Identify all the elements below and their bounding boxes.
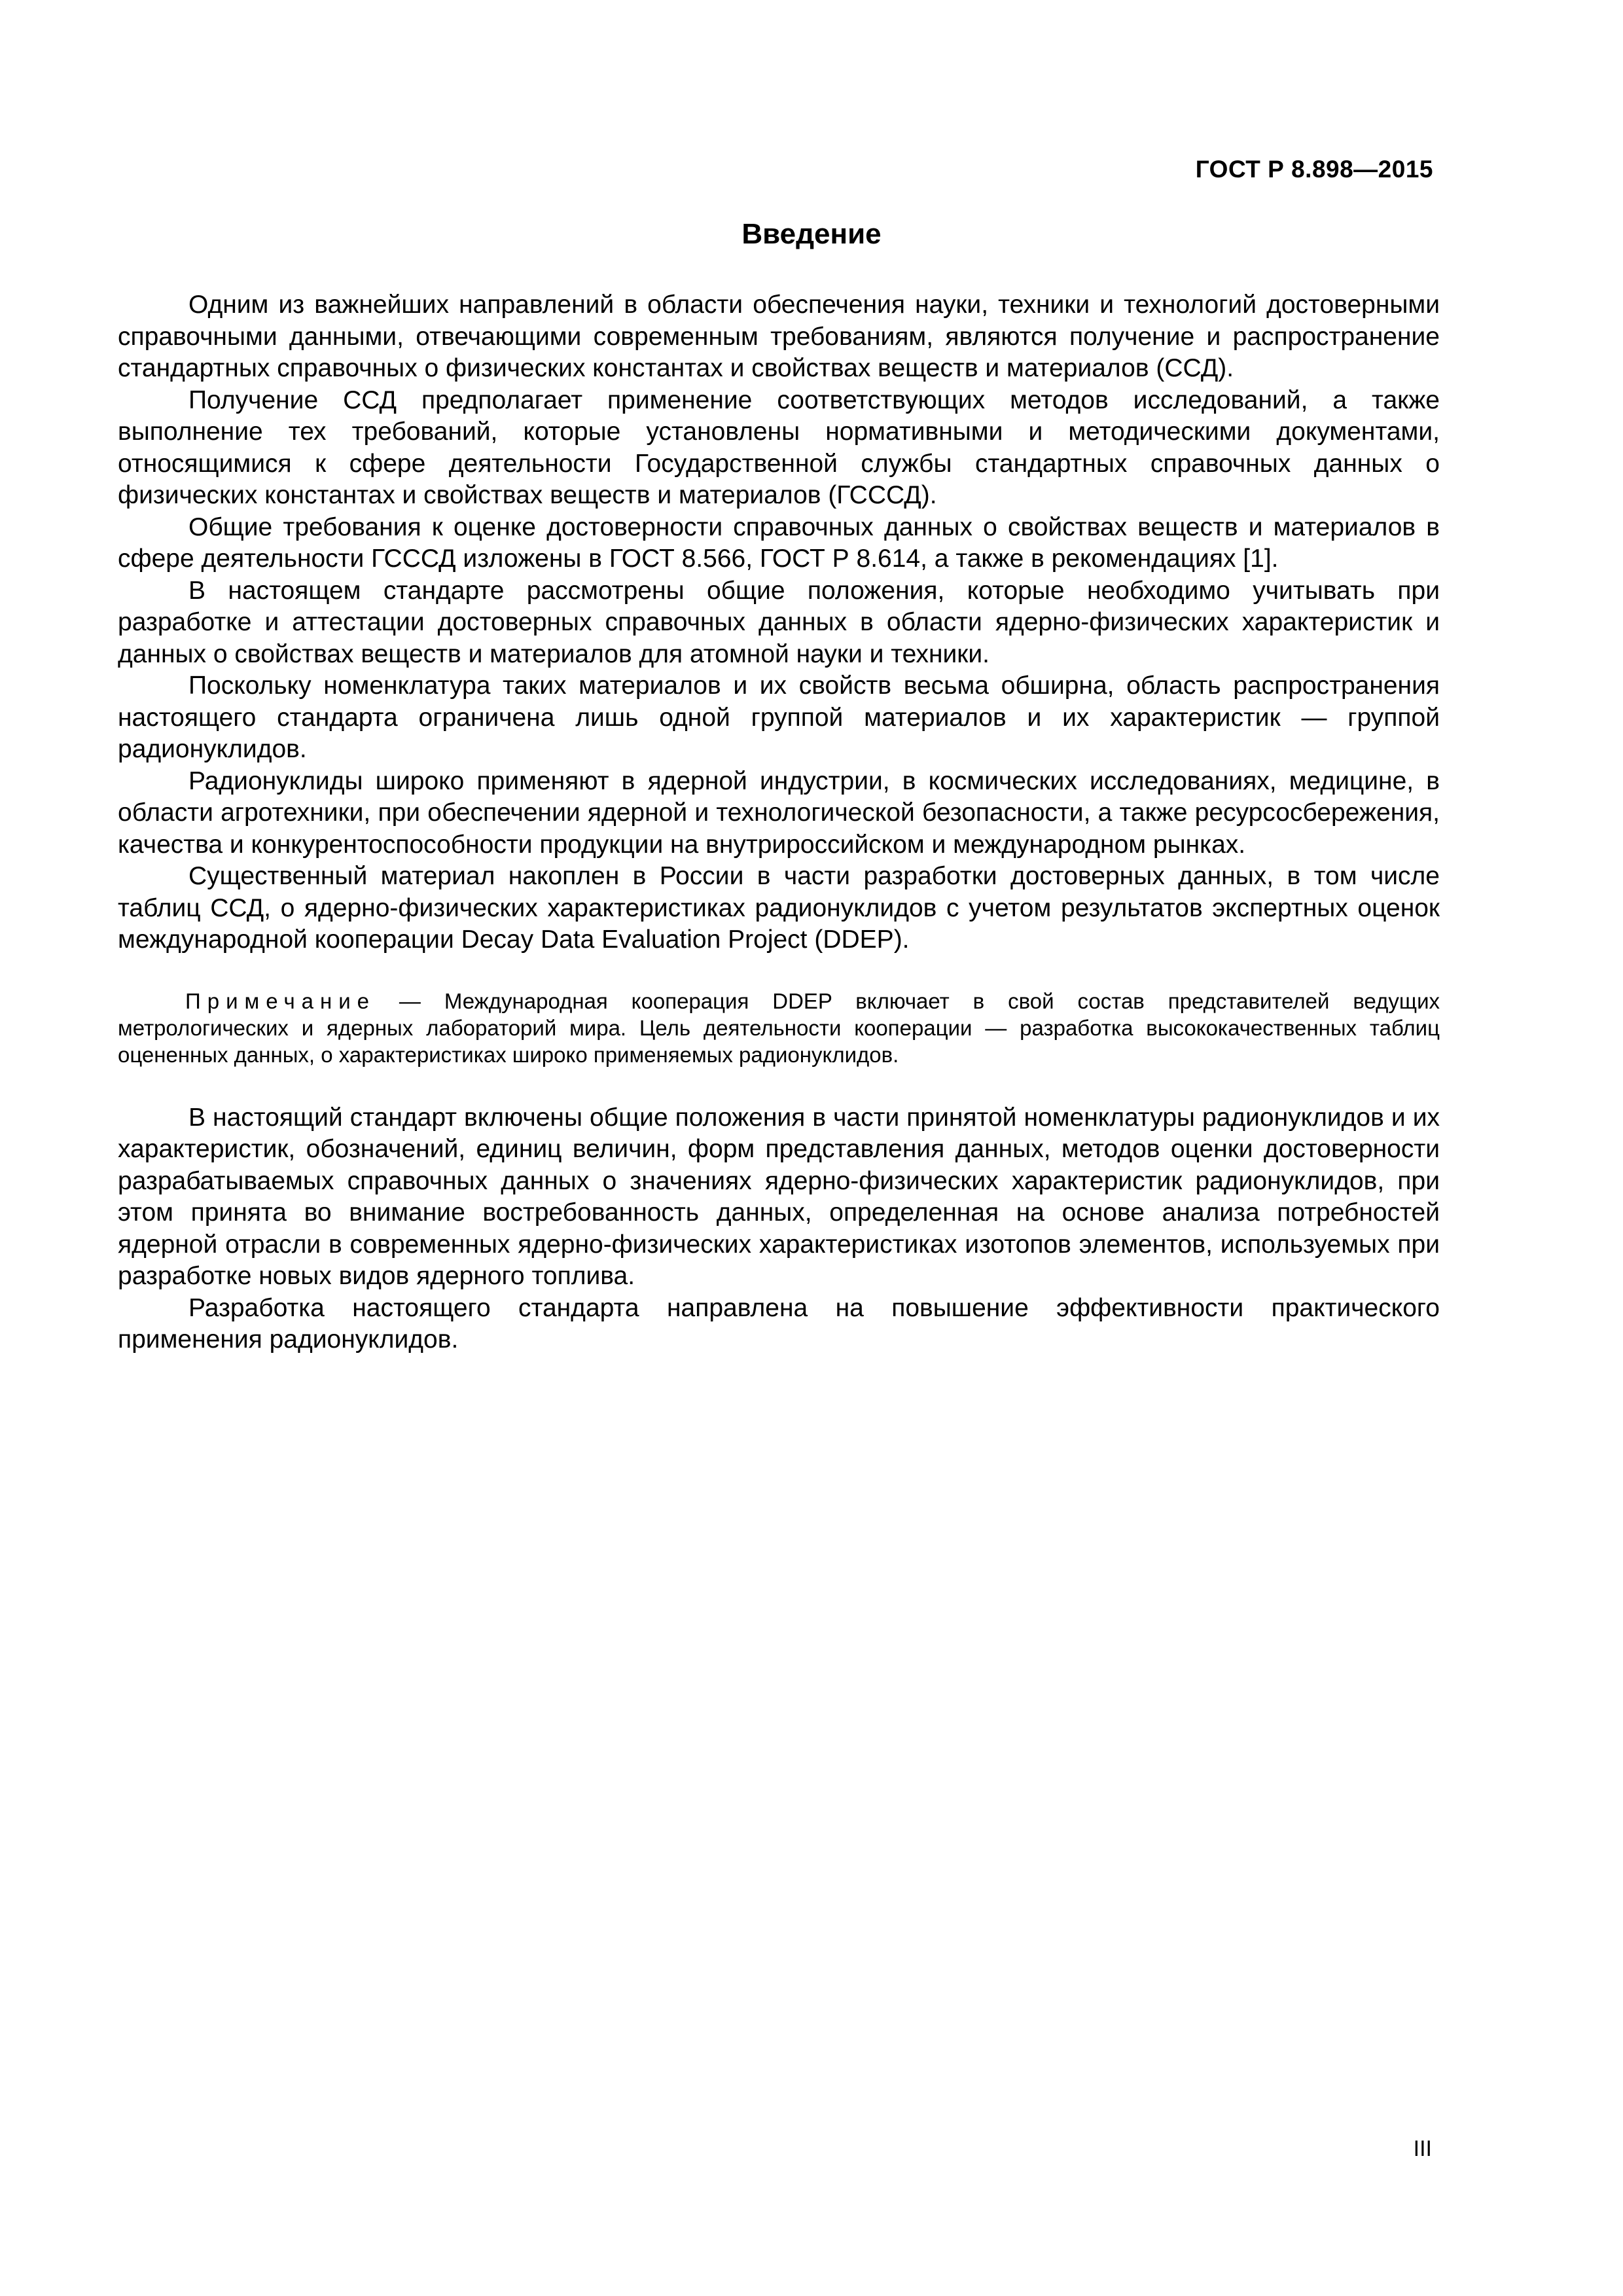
paragraph: Одним из важнейших направлений в области обеспечения науки, техники и технологий достоверными справочными данными, отвечающими современным требованиям, являются получение и распространение стандартных справочных о физических константах и свойствах веществ и материалов (ССД). <box>118 291 1440 382</box>
paragraph: В настоящем стандарте рассмотрены общие положения, которые необходимо учитывать при разработке и аттестации достоверных справочных данных в области ядерно-физических характеристик и данных о свойствах веществ и материалов для атомной науки и техники. <box>118 576 1440 668</box>
paragraph: В настоящий стандарт включены общие положения в части принятой номенклатуры радионуклидов и их характеристик, обозначений, единиц величин, форм представления данных, методов оценки достоверности разрабатываемых справочных данных о значениях ядерно-физических характеристик радионуклидов, при этом принята во внимание востребованность данных, определенная на основе анализа потребностей ядерной отрасли в современных ядерно-физических характеристиках изотопов элементов, используемых при разработке новых видов ядерного топлива. <box>118 1103 1440 1290</box>
document-code-header: ГОСТ Р 8.898—2015 <box>1195 156 1433 183</box>
document-body <box>118 289 1440 1356</box>
paragraph: Получение ССД предполагает применение соответствующих методов исследований, а также выполнение тех требований, которые установлены нормативными и методическими документами, относящимися к сфере деятельности Государственной службы стандартных справочных данных о физических константах и свойствах веществ и материалов (ГСССД). <box>118 386 1440 509</box>
paragraph: Разработка настоящего стандарта направлена на повышение эффективности практического применения радионуклидов. <box>118 1293 1440 1354</box>
note-block <box>118 988 1440 1068</box>
paragraph: Радионуклиды широко применяют в ядерной индустрии, в космических исследованиях, медицине, в области агротехники, при обеспечении ядерной и технологической безопасности, а также ресурсосбережения, качества и конкурентоспособности продукции на внутрироссийском и международном рынках. <box>118 766 1440 859</box>
note-text: — Международная кооперация DDEP включает в свой состав представителей ведущих метрологических и ядерных лабораторий мира. Цель деятельности кооперации — разработка высококачественных таблиц оцененных данных, о характеристиках широко применяемых радионуклидов. <box>118 988 1440 1067</box>
paragraph: Поскольку номенклатура таких материалов и их свойств весьма обширна, область распространения настоящего стандарта ограничена лишь одной группой материалов и их характеристик — группой радионуклидов. <box>118 672 1440 763</box>
section-title: Введение <box>741 218 882 250</box>
note-label: Примечание <box>185 988 376 1013</box>
paragraph: Общие требования к оценке достоверности справочных данных о свойствах веществ и материалов в сфере деятельности ГСССД изложены в ГОСТ 8.566, ГОСТ Р 8.614, а также в рекомендациях [1]. <box>118 512 1440 573</box>
paragraph: Существенный материал накоплен в России в части разработки достоверных данных, в том числе таблиц ССД, о ядерно-физических характеристиках радионуклидов с учетом результатов экспертных оценок международной кооперации Decay Data Evaluation Project (DDEP). <box>118 862 1440 954</box>
page-number: III <box>1413 2136 1432 2161</box>
